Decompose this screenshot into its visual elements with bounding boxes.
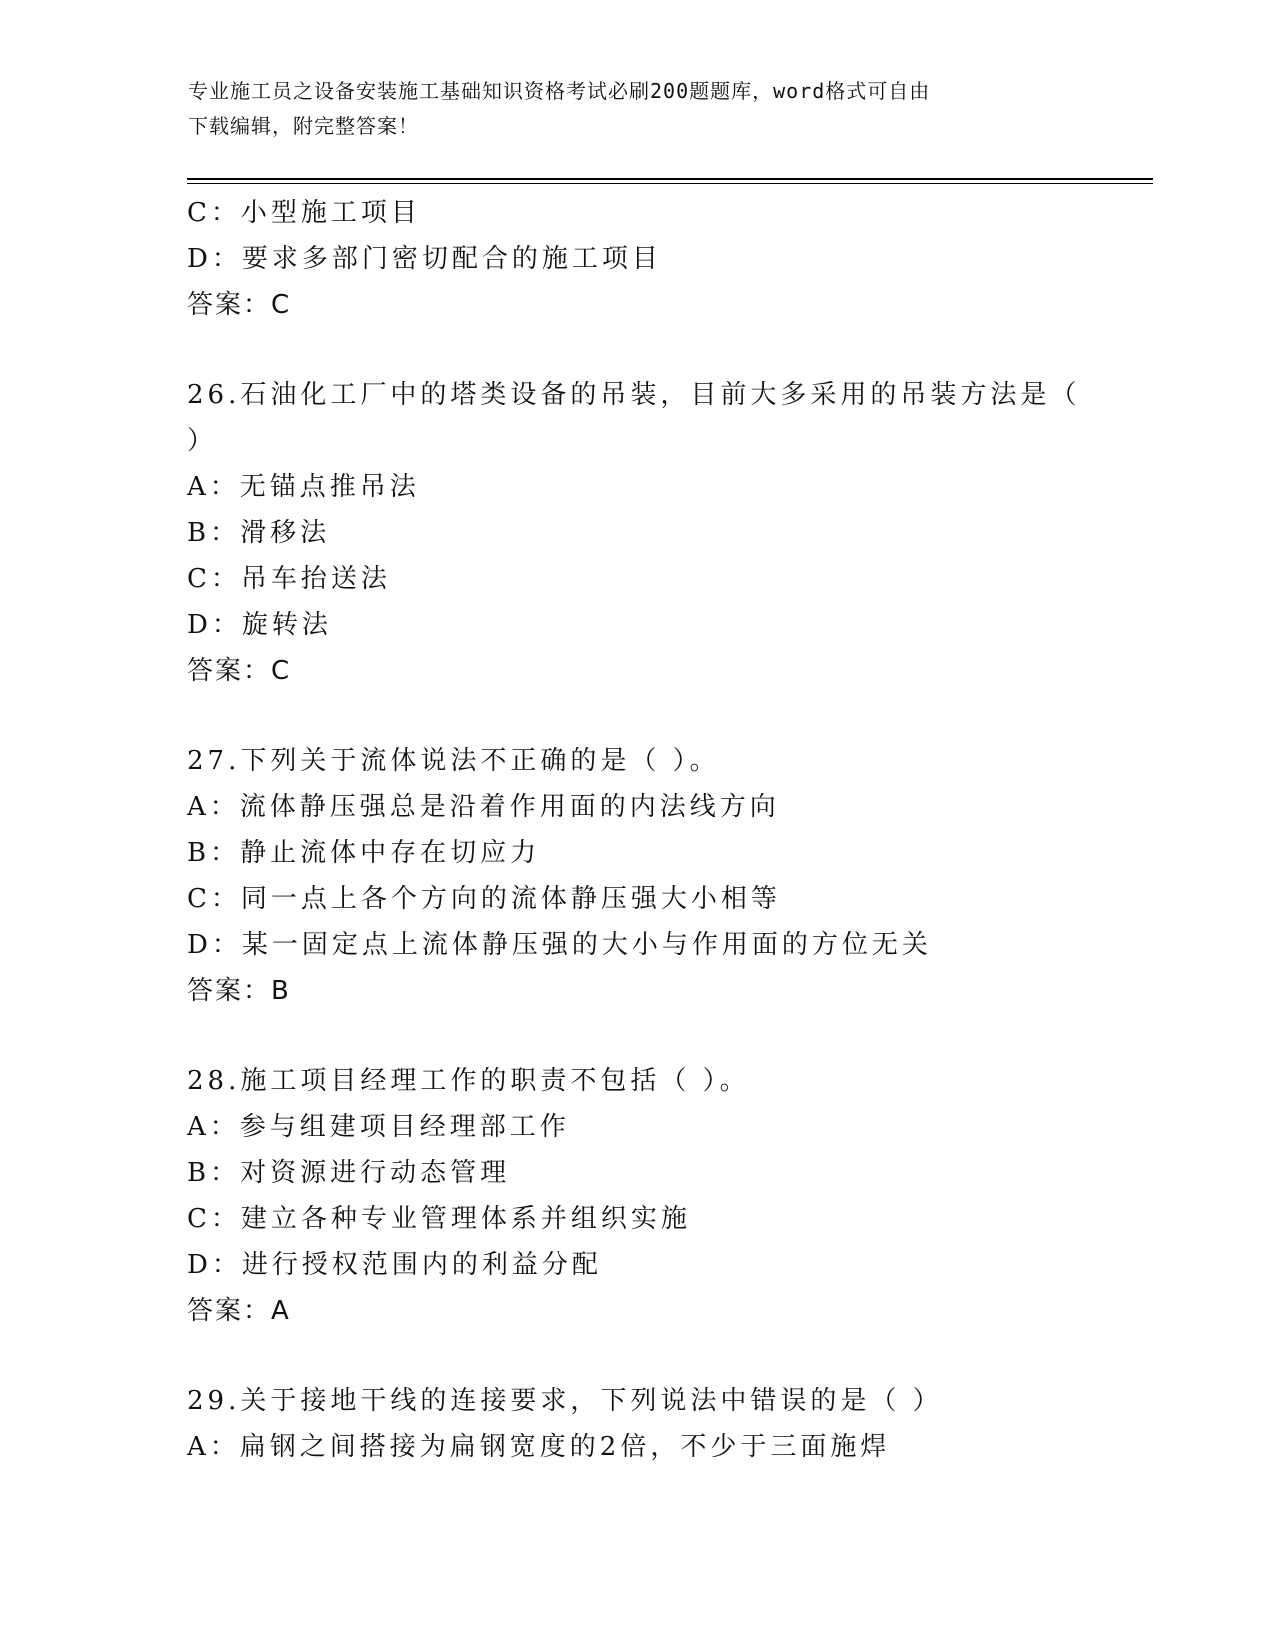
question-28 xyxy=(187,1058,1087,1334)
option-d: D：要求多部门密切配合的施工项目 xyxy=(187,244,662,274)
option-a: A：流体静压强总是沿着作用面的内法线方向 xyxy=(187,792,780,822)
question-26 xyxy=(187,372,1087,694)
option-c: C：小型施工项目 xyxy=(187,198,421,228)
option-b: B：静止流体中存在切应力 xyxy=(187,838,541,868)
question-text: 26.石油化工厂中的塔类设备的吊装，目前大多采用的吊装方法是（ xyxy=(187,380,1081,410)
option-d: D：进行授权范围内的利益分配 xyxy=(187,1250,602,1280)
question-text: 29.关于接地干线的连接要求，下列说法中错误的是（ ） xyxy=(187,1386,943,1416)
question-text-continued: ） xyxy=(187,426,218,456)
question-text: 27.下列关于流体说法不正确的是（ ）。 xyxy=(187,746,720,776)
question-29 xyxy=(187,1378,1087,1470)
answer-line: 答案：B xyxy=(187,976,291,1006)
option-d: D：某一固定点上流体静压强的大小与作用面的方位无关 xyxy=(187,930,932,960)
option-c: C：吊车抬送法 xyxy=(187,564,391,594)
option-a: A：参与组建项目经理部工作 xyxy=(187,1112,570,1142)
question-list xyxy=(187,190,1087,1470)
question-27 xyxy=(187,738,1087,1014)
answer-line: 答案：C xyxy=(187,290,292,320)
header-title-line-1: 专业施工员之设备安装施工基础知识资格考试必刷200题题库，word格式可自由 xyxy=(188,79,931,103)
option-b: B：对资源进行动态管理 xyxy=(187,1158,511,1188)
header-rule-thin xyxy=(187,183,1153,184)
answer-line: 答案：A xyxy=(187,1296,291,1326)
document-header xyxy=(188,74,1088,144)
option-a: A：无锚点推吊法 xyxy=(187,472,420,502)
header-rule-thick xyxy=(187,178,1153,180)
question-text: 28.施工项目经理工作的职责不包括（ ）。 xyxy=(187,1066,750,1096)
answer-line: 答案：C xyxy=(187,656,292,686)
option-d: D：旋转法 xyxy=(187,610,332,640)
option-a: A：扁钢之间搭接为扁钢宽度的2倍，不少于三面施焊 xyxy=(187,1432,891,1462)
option-c: C：同一点上各个方向的流体静压强大小相等 xyxy=(187,884,781,914)
header-title-line-2: 下载编辑，附完整答案！ xyxy=(188,114,419,138)
option-c: C：建立各种专业管理体系并组织实施 xyxy=(187,1204,691,1234)
question-25-tail xyxy=(187,190,1087,328)
option-b: B：滑移法 xyxy=(187,518,331,548)
